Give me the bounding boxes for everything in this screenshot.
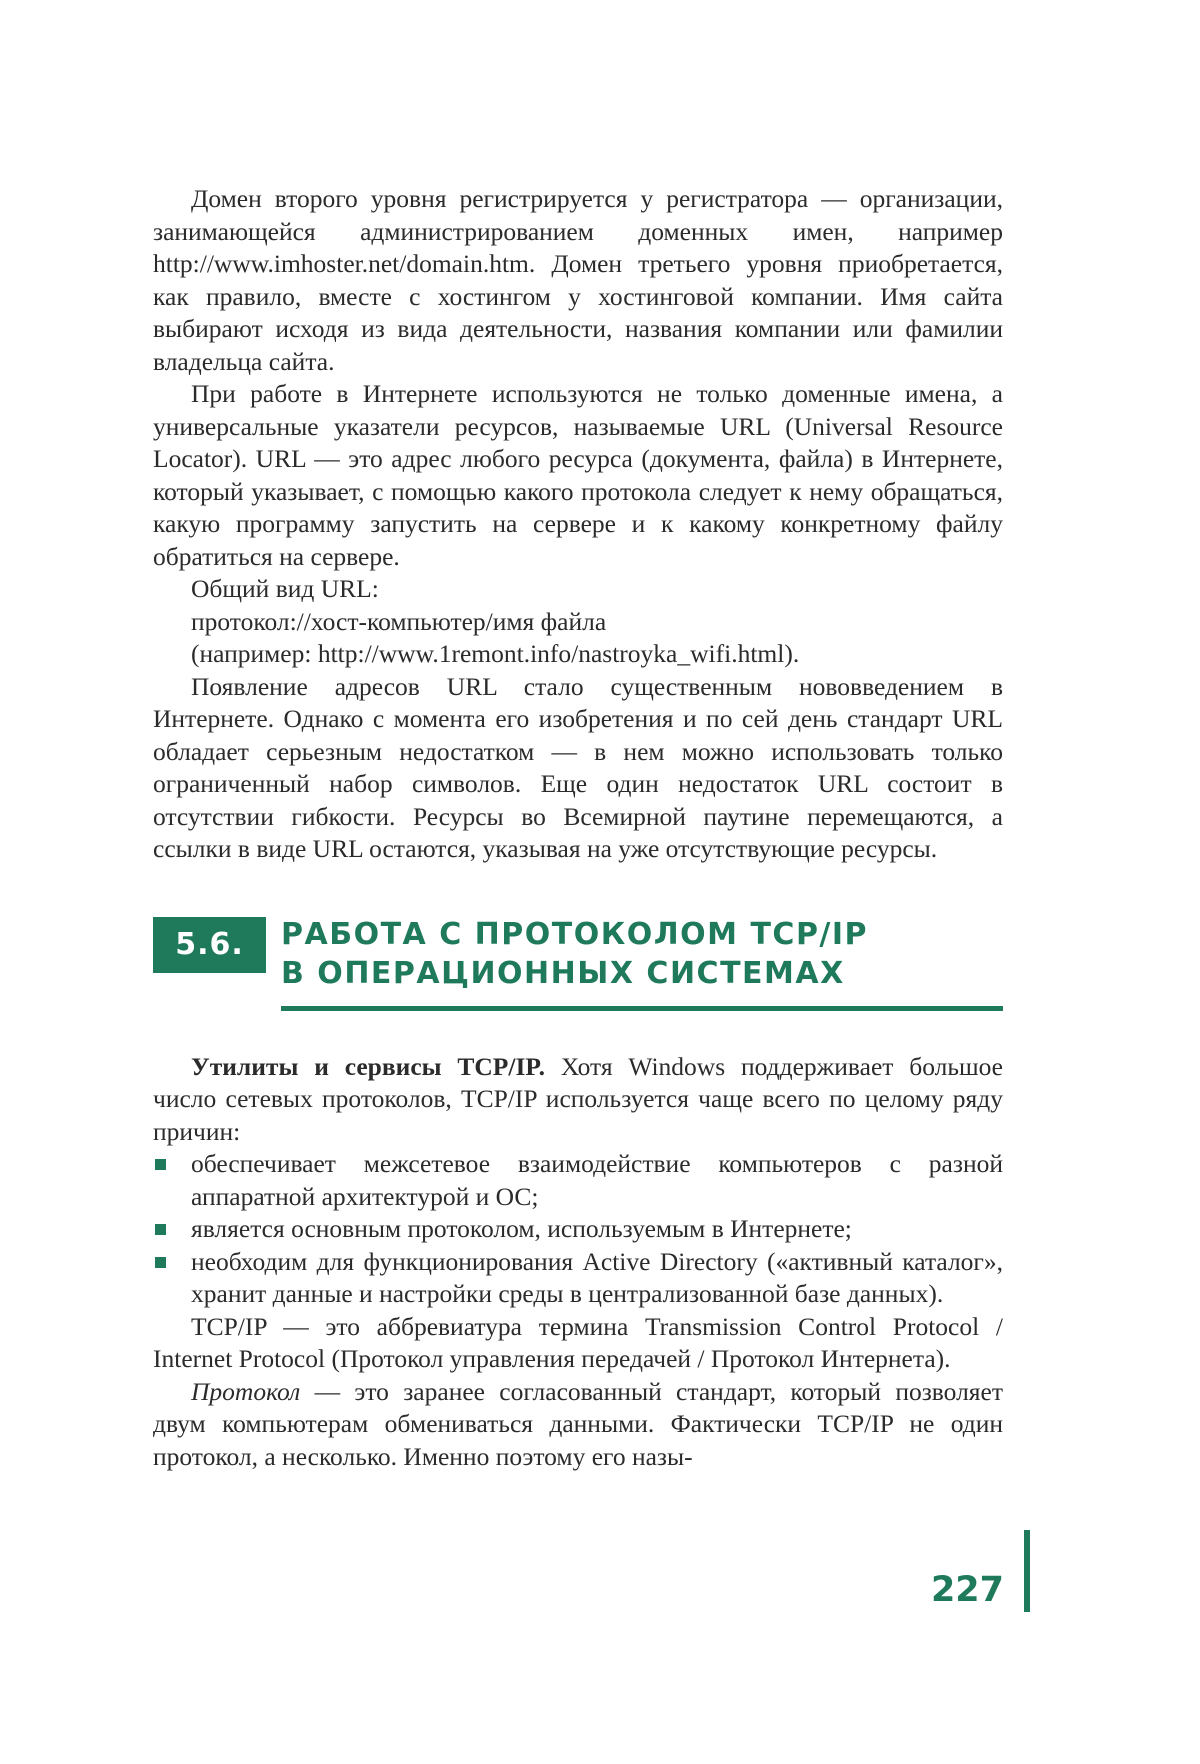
paragraph-tcpip-definition: TCP/IP — это аббревиатура термина Transmission Control Protocol / Internet Protocol (Протокол управления передачей / Протокол Интернета).	[153, 1311, 1003, 1373]
paragraph-protocol-definition	[153, 1376, 1003, 1474]
paragraph-url-general-form: Общий вид URL:	[191, 574, 379, 603]
protocol-italic-term: Протокол	[191, 1376, 301, 1406]
protocol-definition-text: — это заранее согласованный стандарт, который позволяет двум компьютерам обмениваться данными. Фактически TCP/IP не один протокол, а несколько. Именно поэтому его назы-	[153, 1376, 1003, 1471]
list-item-text: обеспечивает межсетевое взаимодействие компьютеров с разной аппаратной архитектурой и ОС;	[191, 1149, 1003, 1211]
page-number: 227	[930, 1570, 1004, 1610]
paragraph-url-intro: При работе в Интернете используются не только доменные имена, а универсальные указатели ресурсов, называемые URL (Universal Resource Locator). URL — это адрес любого ресурса (документа, файла) в Интернете, который указывает, с помощью какого протокола следует к нему обращаться, какую программу запустить на сервере и к какому конкретному файлу обратиться на сервере.	[153, 379, 1003, 571]
list-item	[153, 1148, 1003, 1213]
paragraph-utilities-intro	[153, 1051, 1003, 1149]
section-underline	[281, 1006, 1003, 1011]
square-bullet-icon	[155, 1257, 166, 1268]
paragraph-url-drawbacks: Появление адресов URL стало существенным нововведением в Интернете. Однако с момента его изобретения и по сей день стандарт URL обладает серьезным недостатком — в нем можно использовать только ограниченный набор символов. Еще один недостаток URL состоит в отсутствии гибкости. Ресурсы во Всемирной паутине перемещаются, а ссылки в виде URL остаются, указывая на уже отсутствующие ресурсы.	[153, 671, 1003, 863]
section-title-line-2: В ОПЕРАЦИОННЫХ СИСТЕМАХ	[281, 955, 845, 991]
utilities-intro-text: Хотя Windows поддерживает большое число сетевых протоколов, TCP/IP используется чаще всего по целому ряду причин:	[153, 1051, 1003, 1146]
section-title-line-1: РАБОТА С ПРОТОКОЛОМ TCP/IP	[281, 916, 869, 952]
section-number-badge: 5.6.	[153, 917, 266, 973]
url-format-line: протокол://хост-компьютер/имя файла	[191, 606, 607, 636]
utilities-bold-lead: Утилиты и сервисы TCP/IP.	[191, 1051, 545, 1081]
url-example-line: (например: http://www.1remont.info/nastroyka_wifi.html).	[191, 639, 800, 668]
list-item	[153, 1246, 1003, 1311]
list-item-text: необходим для функционирования Active Directory («активный каталог», хранит данные и настройки среды в централизованной базе данных).	[191, 1246, 1003, 1308]
section-title	[281, 915, 1003, 993]
page-edge-marker	[1024, 1530, 1030, 1612]
paragraph-second-level-domain: Домен второго уровня регистрируется у регистратора — организации, занимающейся администрированием доменных имен, например http://www.imhoster.net/domain.htm. Домен третьего уровня приобретается, как правило, вместе с хостингом у хостинговой компании. Имя сайта выбирают исходя из вида деятельности, названия компании или фамилии владельца сайта.	[153, 184, 1003, 376]
section-heading	[153, 915, 1003, 1023]
list-item-text: является основным протоколом, используемым в Интернете;	[191, 1214, 852, 1243]
list-item	[153, 1213, 1003, 1246]
square-bullet-icon	[155, 1224, 166, 1235]
page-body	[153, 183, 1003, 1473]
square-bullet-icon	[155, 1159, 166, 1170]
reasons-list	[153, 1148, 1003, 1311]
